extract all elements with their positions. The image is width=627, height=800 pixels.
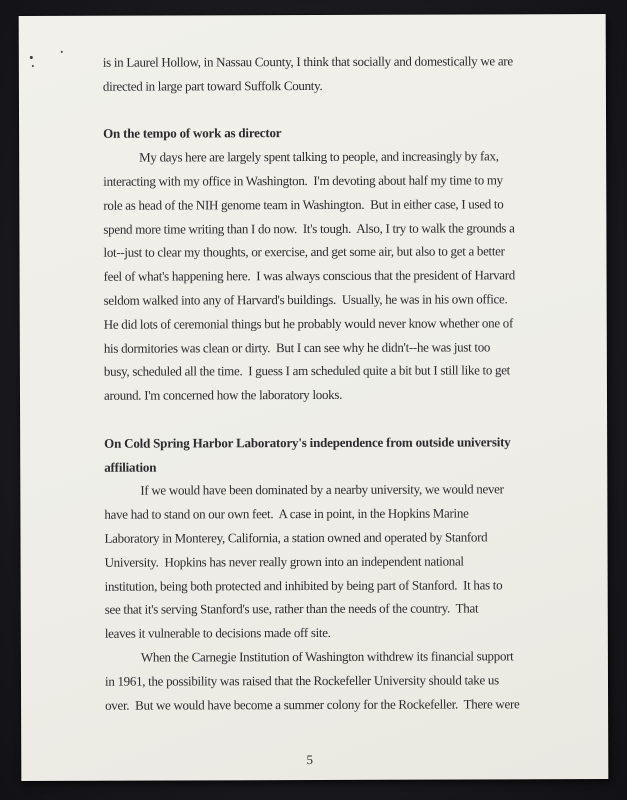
- text-line: feel of what's happening here. I was always conscious that the president of Harvard: [103, 267, 516, 284]
- text-line: My days here are largely spent talking to people, and increasingly by fax,: [139, 148, 499, 165]
- text-line: see that it's serving Stanford's use, rather than the needs of the country. That: [104, 600, 479, 618]
- text-line: interacting with my office in Washington. I'm devoting about half my time to my: [103, 172, 503, 189]
- text-line: seldom walked into any of Harvard's buildings. Usually, he was in his own office.: [103, 291, 508, 308]
- ink-speck: [30, 56, 33, 59]
- paragraph: [103, 49, 606, 98]
- text-line: affiliation: [104, 459, 157, 475]
- text-line: University. Hopkins has never really grown into an independent national: [104, 553, 464, 570]
- ink-speck: [32, 65, 34, 67]
- text-line: On the tempo of work as director: [103, 125, 282, 142]
- text-line: Laboratory in Monterey, California, a station owned and operated by Stanford: [104, 529, 488, 546]
- text-line: lot--just to clear my thoughts, or exercise, and get some air, but also to get a better: [103, 243, 505, 261]
- section-heading: [103, 120, 606, 146]
- text-line: spend more time writing than I do now. It's tough. Also, I try to walk the grounds a: [103, 219, 515, 237]
- document-text: [103, 49, 608, 717]
- text-line: is in Laurel Hollow, in Nassau County, I think that socially and domestically we are: [102, 53, 513, 70]
- text-line: leaves it vulnerable to decisions made off site.: [104, 625, 331, 641]
- text-line: institution, being both protected and inhibited by being part of Stanford. It has to: [104, 576, 503, 594]
- text-line: directed in large part toward Suffolk County.: [102, 77, 323, 94]
- text-line: When the Carnegie Institution of Washington withdrew its financial support: [140, 648, 514, 665]
- page-number: 5: [306, 752, 314, 768]
- text-line: busy, scheduled all the time. I guess I am scheduled quite a bit but I still like to get: [103, 362, 510, 380]
- text-line: in 1961, the possibility was raised that the Rockefeller University should take us: [104, 672, 499, 689]
- section-heading: [104, 430, 607, 479]
- document-page: [19, 14, 609, 781]
- text-line: over. But we would have become a summer colony for the Rockefeller. There were: [105, 695, 520, 713]
- text-line: around. I'm concerned how the laboratory looks.: [103, 387, 343, 403]
- text-line: He did lots of ceremonial things but he probably would never know whether one of: [103, 315, 514, 332]
- text-line: his dormitories was clean or dirty. But I can see why he didn't--he was just too: [103, 338, 491, 356]
- text-line: On Cold Spring Harbor Laboratory's independence from outside university: [104, 434, 511, 451]
- text-line: have had to stand on our own feet. A case in point, in the Hopkins Marine: [104, 505, 469, 522]
- text-line: If we would have been dominated by a nearby university, we would never: [140, 481, 504, 498]
- paragraph: [105, 644, 608, 717]
- ink-speck: [61, 51, 63, 53]
- paragraph: [103, 144, 607, 408]
- text-line: role as head of the NIH genome team in Washington. But in either case, I used to: [103, 196, 504, 213]
- paragraph: [104, 477, 608, 645]
